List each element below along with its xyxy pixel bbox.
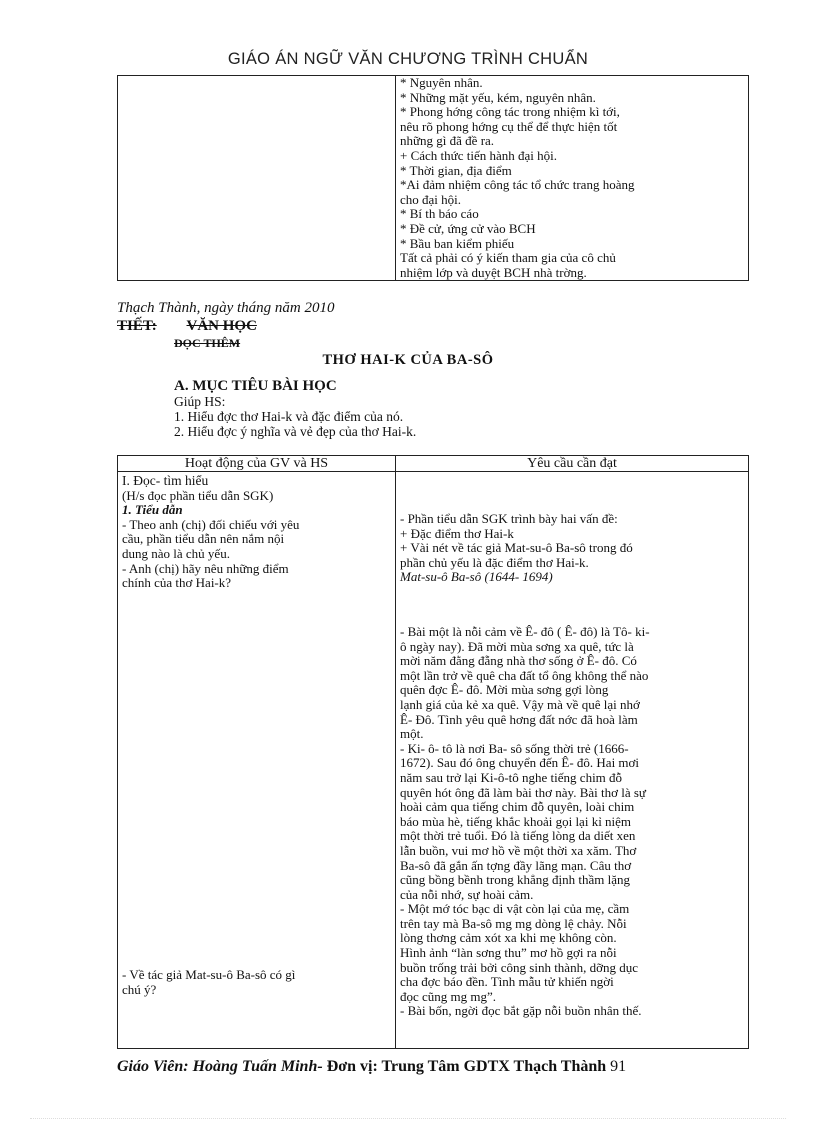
text-line: buồn trống trải bởi công sinh thành, dỡng dục <box>400 959 638 975</box>
text-line: lạnh giá của kẻ xa quê. Vậy mà về quê lại nhớ <box>400 696 640 712</box>
goal-line: 2. Hiểu đợc ý nghĩa và vẻ đẹp của thơ Hai-k. <box>174 424 417 439</box>
goal-line: 1. Hiểu đợc thơ Hai-k và đặc điểm của nó. <box>174 409 404 424</box>
text-line: * Nguyên nhân. <box>400 75 483 90</box>
text-line: một lần trở về quê cha đất tổ ông không thể nào <box>400 667 649 683</box>
text-line: báo mùa hè, tiếng khắc khoải gọi lại kỉ niệm <box>400 813 632 829</box>
text-line: cũng bồng bềnh trong khẳng định thầm lặng <box>400 872 630 888</box>
text-line: Tất cả phải có ý kiến tham gia của cô chủ <box>400 250 616 266</box>
text-line: Hình ảnh “làn sơng thu” mơ hồ gợi ra nỗi <box>400 945 617 961</box>
text-line: + Vài nét về tác giả Mat-su-ô Ba-sô trong đó <box>400 540 633 556</box>
dateline: Thạch Thành, ngày tháng năm 2010 <box>117 300 335 316</box>
text-line: * Đề cử, ứng cử vào BCH <box>400 220 536 236</box>
text-line: cầu, phần tiểu dẫn nên nắm nội <box>122 531 285 547</box>
text-line: Ba-sô đã gắn ấn tợng đầy lãng mạn. Câu thơ <box>400 857 632 873</box>
text-line: * Những mặt yếu, kém, nguyên nhân. <box>400 89 596 105</box>
text-line: - Một mớ tóc bạc di vật còn lại của mẹ, cầm <box>400 901 630 917</box>
bottom-divider <box>30 1118 786 1119</box>
text-line: quên đợc Ê- đô. Mời mùa sơng gợi lòng <box>400 682 609 698</box>
text-line: Ê- Đô. Tình yêu quê hơng đất nớc đã hoà làm <box>400 711 638 727</box>
text-line: lòng thơng cảm xót xa khi mẹ không còn. <box>400 930 617 946</box>
page-footer <box>117 1058 747 1080</box>
col2-header: Yêu cầu cần đạt <box>396 456 749 472</box>
text-line: * Thời gian, địa điểm <box>400 162 512 178</box>
text-line: - Về tác giả Mat-su-ô Ba-sô có gì <box>122 967 296 982</box>
lesson-title: THƠ HAI-K CỦA BA-SÔ <box>322 352 494 368</box>
text-line: cha đợc báo đền. Tình mẫu tử khiến ngời <box>400 974 614 990</box>
text-line: - Bài một là nỗi cảm về Ê- đô ( Ê- đô) là Tô- ki- <box>400 624 650 639</box>
top-table-right-cell <box>396 76 749 281</box>
text-line: * Bí th báo cáo <box>400 206 479 222</box>
tiet-label: TIẾT: <box>117 318 157 334</box>
footer-unit: Đơn vị: Trung Tâm GDTX Thạch Thành <box>322 1058 607 1075</box>
subheading: 1. Tiểu dẫn <box>122 502 183 518</box>
text-line: chính của thơ Hai-k? <box>122 575 232 591</box>
text-line: * Bầu ban kiểm phiếu <box>400 235 515 251</box>
text-line: trên tay mà Ba-sô mg mg dòng lệ chảy. Nỗi <box>400 915 627 931</box>
tiet-subject: VĂN HỌC <box>186 318 257 334</box>
text-line: ô ngày nay). Đã mời mùa sơng xa quê, tức là <box>400 638 634 654</box>
footer-teacher: Giáo Viên: Hoàng Tuấn Minh- <box>117 1058 323 1075</box>
text-line: dung nào là chủ yếu. <box>122 545 230 561</box>
text-line: lẫn buồn, vui mơ hồ về một thời xa xăm. Thơ <box>400 842 637 858</box>
page-header: GIÁO ÁN NGỮ VĂN CHƯƠNG TRÌNH CHUẨN <box>227 50 589 66</box>
text-line: nêu rõ phong hớng cụ thể để thực hiện tốt <box>400 118 618 134</box>
activity-cell <box>118 472 396 1049</box>
text-line: *Ai đảm nhiệm công tác tổ chức trang hoàng <box>400 177 635 193</box>
top-table <box>117 75 749 281</box>
text-line: của nỗi nhớ, sự hoài cảm. <box>400 886 534 902</box>
text-line: năm sau trở lại Ki-ô-tô nghe tiếng chim đỗ <box>400 769 623 785</box>
text-line: một. <box>400 726 424 742</box>
col1-header: Hoạt động của GV và HS <box>118 456 396 472</box>
top-table-left-cell <box>118 76 396 281</box>
section-a-heading: A. MỤC TIÊU BÀI HỌC <box>174 378 337 394</box>
text-line: - Phần tiểu dẫn SGK trình bày hai vấn đề: <box>400 511 618 526</box>
text-line: phần chủ yếu là đặc điểm thơ Hai-k. <box>400 554 589 570</box>
page-number: 91 <box>606 1058 627 1075</box>
lesson-period <box>117 318 257 335</box>
text-line: + Đặc điểm thơ Hai-k <box>400 525 514 541</box>
text-line: (H/s đọc phần tiểu dẫn SGK) <box>122 487 274 503</box>
text-line: những gì đã đề ra. <box>400 133 495 149</box>
text-line: - Bài bốn, ngời đọc bắt gặp nỗi buồn nhân thế. <box>400 1003 642 1019</box>
text-line: hoài cảm qua tiếng chim đỗ quyên, loài chim <box>400 799 635 815</box>
text-line: - Theo anh (chị) đối chiếu với yêu <box>122 516 300 532</box>
text-line: nhiệm lớp và duyệt BCH nhà trờng. <box>400 264 587 280</box>
requirement-cell <box>396 472 749 1049</box>
author-dates: Mat-su-ô Ba-sô (1644- 1694) <box>400 569 553 585</box>
text-line: 1672). Sau đó ông chuyển đến Ê- đô. Hai mơi <box>400 755 640 771</box>
text-line: - Anh (chị) hãy nêu những điểm <box>122 560 289 576</box>
text-line: * Phong hớng công tác trong nhiệm kì tới, <box>400 104 620 120</box>
text-line: + Cách thức tiến hành đại hội. <box>400 147 557 163</box>
main-table <box>117 455 749 1049</box>
text-line: một thời trẻ tuổi. Đó là tiếng lòng da diết xen <box>400 828 636 844</box>
text-line: chú ý? <box>122 981 157 997</box>
text-line: cho đại hội. <box>400 191 462 207</box>
text-line: - Ki- ô- tô là nơi Ba- sô sống thời trẻ (1666- <box>400 740 629 756</box>
text-line: quyên hót ông đã làm bài thơ này. Bài thơ là sự <box>400 784 646 800</box>
section-heading: I. Đọc- tìm hiểu <box>122 473 209 488</box>
extra-reading-label: ĐỌC THÊM <box>174 336 241 350</box>
goal-line: Giúp HS: <box>174 394 226 409</box>
text-line: đọc cũng mg mg”. <box>400 988 497 1004</box>
text-line: mời năm đằng đẵng nhà thơ sống ở Ê- đô. Có <box>400 653 637 669</box>
